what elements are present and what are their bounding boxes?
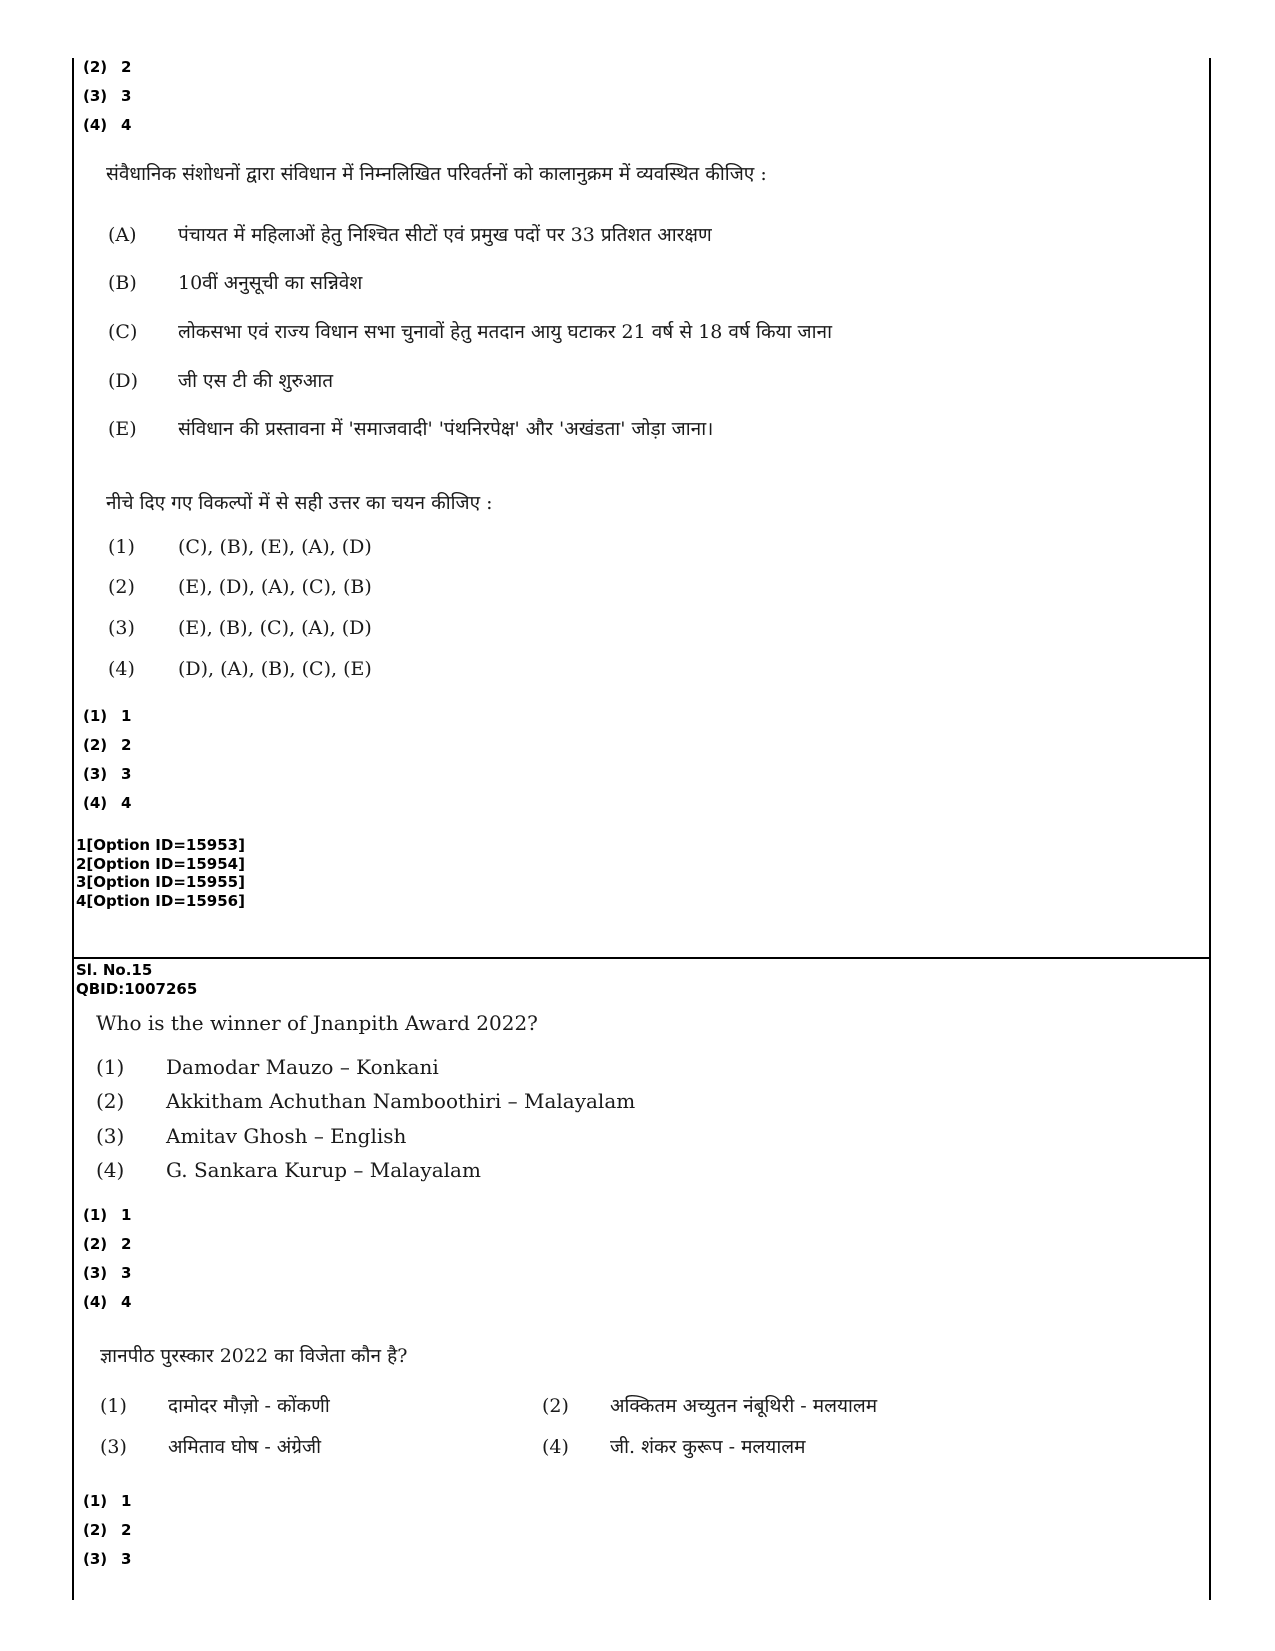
answer-choice: (4) 4 xyxy=(83,1293,132,1311)
answer-choice: (1) 1 xyxy=(83,1492,132,1510)
answer-choice: (2) 2 xyxy=(83,58,132,76)
answer-choice: (3) 3 xyxy=(83,765,132,783)
option-2-hindi: (2) अक्कितम अच्युतन नंबूथिरी - मलयालम xyxy=(542,1395,878,1417)
answer-choice: (1) 1 xyxy=(83,707,132,725)
answer-choice: (2) 2 xyxy=(83,736,132,754)
instruction-text: नीचे दिए गए विकल्पों में से सही उत्तर का चयन कीजिए : xyxy=(106,492,493,514)
qbid: QBID:1007265 xyxy=(76,980,198,998)
answer-choice: (2) 2 xyxy=(83,1235,132,1253)
answer-choice: (1) 1 xyxy=(83,1206,132,1224)
option-id: 1[Option ID=15953] xyxy=(76,836,245,854)
question-divider xyxy=(72,957,1211,959)
statement-e: (E) संविधान की प्रस्तावना में 'समाजवादी' 'पंथनिरपेक्ष' और 'अखंडता' जोड़ा जाना। xyxy=(108,418,714,440)
statement-b: (B) 10वीं अनुसूची का सन्निवेश xyxy=(108,272,363,294)
option-1: (1) (C), (B), (E), (A), (D) xyxy=(108,536,372,558)
statement-d: (D) जी एस टी की शुरुआत xyxy=(108,370,334,392)
option-4-english: (4) G. Sankara Kurup – Malayalam xyxy=(96,1158,481,1182)
answer-choice: (4) 4 xyxy=(83,116,132,134)
left-border xyxy=(72,58,74,1600)
option-2-english: (2) Akkitham Achuthan Namboothiri – Malayalam xyxy=(96,1089,636,1113)
statement-a: (A) पंचायत में महिलाओं हेतु निश्चित सीटों एवं प्रमुख पदों पर 33 प्रतिशत आरक्षण xyxy=(108,224,712,246)
option-2: (2) (E), (D), (A), (C), (B) xyxy=(108,576,372,598)
right-border xyxy=(1209,58,1211,1600)
option-4-hindi: (4) जी. शंकर कुरूप - मलयालम xyxy=(542,1436,806,1458)
option-id: 3[Option ID=15955] xyxy=(76,873,245,891)
statement-c: (C) लोकसभा एवं राज्य विधान सभा चुनावों हेतु मतदान आयु घटाकर 21 वर्ष से 18 वर्ष किया जाना xyxy=(108,321,832,343)
answer-choice: (2) 2 xyxy=(83,1521,132,1539)
option-3: (3) (E), (B), (C), (A), (D) xyxy=(108,617,372,639)
option-3-english: (3) Amitav Ghosh – English xyxy=(96,1124,407,1148)
serial-number: Sl. No.15 xyxy=(76,961,153,979)
answer-choice: (3) 3 xyxy=(83,1550,132,1568)
option-4: (4) (D), (A), (B), (C), (E) xyxy=(108,658,372,680)
question-text-english: Who is the winner of Jnanpith Award 2022? xyxy=(96,1011,538,1035)
option-id: 2[Option ID=15954] xyxy=(76,855,245,873)
option-id: 4[Option ID=15956] xyxy=(76,892,245,910)
option-1-english: (1) Damodar Mauzo – Konkani xyxy=(96,1055,439,1079)
answer-choice: (3) 3 xyxy=(83,87,132,105)
question-text-hindi: संवैधानिक संशोधनों द्वारा संविधान में निम्नलिखित परिवर्तनों को कालानुक्रम में व्यवस्थित कीजिए : xyxy=(106,163,767,185)
option-3-hindi: (3) अमिताव घोष - अंग्रेजी xyxy=(100,1436,322,1458)
option-1-hindi: (1) दामोदर मौज़ो - कोंकणी xyxy=(100,1395,330,1417)
answer-choice: (3) 3 xyxy=(83,1264,132,1282)
answer-choice: (4) 4 xyxy=(83,794,132,812)
question-text-hindi: ज्ञानपीठ पुरस्कार 2022 का विजेता कौन है? xyxy=(100,1345,408,1367)
